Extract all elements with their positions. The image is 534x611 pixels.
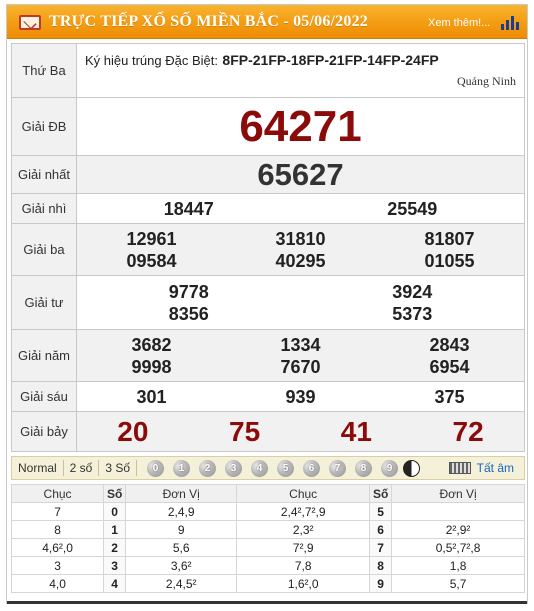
prize-number: 40295 — [275, 250, 326, 271]
prize-nhat-number: 65627 — [257, 156, 344, 192]
prize-number: 9778 — [168, 281, 209, 302]
table-row — [12, 575, 525, 593]
col-so: Số — [104, 485, 126, 503]
donvi-cell: 9 — [126, 521, 237, 539]
show-all-button[interactable] — [449, 461, 514, 475]
digit-ball-6[interactable]: 6 — [303, 460, 320, 477]
show-all-label: Tất âm — [476, 461, 514, 475]
so-cell: 2 — [104, 539, 126, 557]
prize-number: 6954 — [429, 356, 470, 377]
province-name: Quảng Ninh — [457, 74, 516, 88]
donvi-cell: 5,6 — [126, 539, 237, 557]
so-cell: 6 — [370, 521, 392, 539]
col-donvi: Đơn Vị — [126, 485, 237, 503]
prize-number: 81807 — [424, 228, 475, 249]
so-cell: 1 — [104, 521, 126, 539]
mode-2-digits[interactable]: 2 số — [64, 460, 100, 476]
digit-ball-5[interactable]: 5 — [277, 460, 294, 477]
table-row — [12, 539, 525, 557]
so-cell: 4 — [104, 575, 126, 593]
donvi-cell: 3,6² — [126, 557, 237, 575]
so-cell: 5 — [370, 503, 392, 521]
prize-number: 72 — [452, 415, 484, 447]
mode-3-digits[interactable]: 3 Số — [99, 460, 137, 476]
chuc-cell: 1,6²,0 — [237, 575, 370, 593]
digit-filter-balls — [147, 460, 420, 477]
widget-title: TRỰC TIẾP XỔ SỐ MIỀN BẮC - 05/06/2022 — [49, 13, 368, 30]
chuc-cell: 4,6²,0 — [12, 539, 104, 557]
chuc-cell: 7,8 — [237, 557, 370, 575]
prize-number: 375 — [434, 386, 465, 407]
day-label: Thứ Ba — [12, 44, 77, 98]
loto-table — [11, 484, 525, 593]
prize-label-sau: Giải sáu — [12, 382, 77, 412]
special-codes: 8FP-21FP-18FP-21FP-14FP-24FP — [222, 52, 439, 68]
so-cell: 0 — [104, 503, 126, 521]
chuc-cell: 2,3² — [237, 521, 370, 539]
see-more-link[interactable]: Xem thêm!... — [428, 17, 491, 29]
digit-ball-1[interactable]: 1 — [173, 460, 190, 477]
table-row — [12, 521, 525, 539]
chuc-cell: 8 — [12, 521, 104, 539]
yin-yang-icon[interactable] — [403, 460, 420, 477]
table-row — [12, 503, 525, 521]
prize-number: 9998 — [131, 356, 172, 377]
so-cell: 8 — [370, 557, 392, 575]
prize-number: 2843 — [429, 334, 470, 355]
envelope-icon — [19, 15, 41, 30]
prize-label-tu: Giải tư — [12, 276, 77, 330]
prize-number: 18447 — [163, 198, 214, 219]
prize-number: 25549 — [387, 198, 438, 219]
col-donvi: Đơn Vị — [392, 485, 525, 503]
prize-number: 01055 — [424, 250, 475, 271]
prize-db-number: 64271 — [239, 101, 362, 151]
prize-label-bay: Giải bảy — [12, 412, 77, 452]
donvi-cell: 2,4,9 — [126, 503, 237, 521]
prize-number: 939 — [285, 386, 316, 407]
digit-ball-8[interactable]: 8 — [355, 460, 372, 477]
donvi-cell: 5,7 — [392, 575, 525, 593]
donvi-cell: 1,8 — [392, 557, 525, 575]
digit-ball-2[interactable]: 2 — [199, 460, 216, 477]
digit-ball-0[interactable]: 0 — [147, 460, 164, 477]
lottery-widget — [6, 4, 528, 604]
donvi-cell: 0,5²,7²,8 — [392, 539, 525, 557]
chuc-cell: 7 — [12, 503, 104, 521]
prize-label-nam: Giải năm — [12, 330, 77, 382]
special-codes-cell — [77, 44, 525, 98]
chuc-cell: 3 — [12, 557, 104, 575]
prize-number: 301 — [136, 386, 167, 407]
col-chuc: Chục — [12, 485, 104, 503]
widget-header — [7, 5, 527, 39]
prize-number: 3682 — [131, 334, 172, 355]
chuc-cell: 7²,9 — [237, 539, 370, 557]
chuc-cell: 2,4²,7²,9 — [237, 503, 370, 521]
prize-number: 41 — [340, 415, 372, 447]
digit-ball-4[interactable]: 4 — [251, 460, 268, 477]
bar-chart-icon[interactable] — [501, 14, 519, 30]
prize-number: 12961 — [126, 228, 177, 249]
donvi-cell — [392, 503, 525, 521]
results-table — [11, 43, 525, 452]
prize-label-nhi: Giải nhì — [12, 194, 77, 224]
col-so: Số — [370, 485, 392, 503]
digit-ball-9[interactable]: 9 — [381, 460, 398, 477]
mode-normal[interactable]: Normal — [12, 460, 64, 476]
prize-label-db: Giải ĐB — [12, 98, 77, 156]
table-row — [12, 557, 525, 575]
prize-number: 3924 — [392, 281, 433, 302]
toggle-digits-icon — [449, 462, 471, 474]
prize-label-nhat: Giải nhất — [12, 156, 77, 194]
chuc-cell: 4,0 — [12, 575, 104, 593]
digit-ball-7[interactable]: 7 — [329, 460, 346, 477]
prize-number: 8356 — [168, 303, 209, 324]
prize-number: 1334 — [280, 334, 321, 355]
donvi-cell: 2²,9² — [392, 521, 525, 539]
special-code-label: Ký hiệu trúng Đặc Biệt: — [85, 53, 218, 68]
prize-number: 31810 — [275, 228, 326, 249]
display-toolbar — [11, 456, 525, 480]
so-cell: 9 — [370, 575, 392, 593]
bottom-divider — [7, 601, 527, 604]
so-cell: 7 — [370, 539, 392, 557]
donvi-cell: 2,4,5² — [126, 575, 237, 593]
digit-ball-3[interactable]: 3 — [225, 460, 242, 477]
prize-number: 5373 — [392, 303, 433, 324]
prize-label-ba: Giải ba — [12, 224, 77, 276]
prize-number: 20 — [117, 415, 149, 447]
prize-number: 09584 — [126, 250, 177, 271]
so-cell: 3 — [104, 557, 126, 575]
prize-number: 7670 — [280, 356, 321, 377]
col-chuc: Chục — [237, 485, 370, 503]
prize-number: 75 — [229, 415, 261, 447]
